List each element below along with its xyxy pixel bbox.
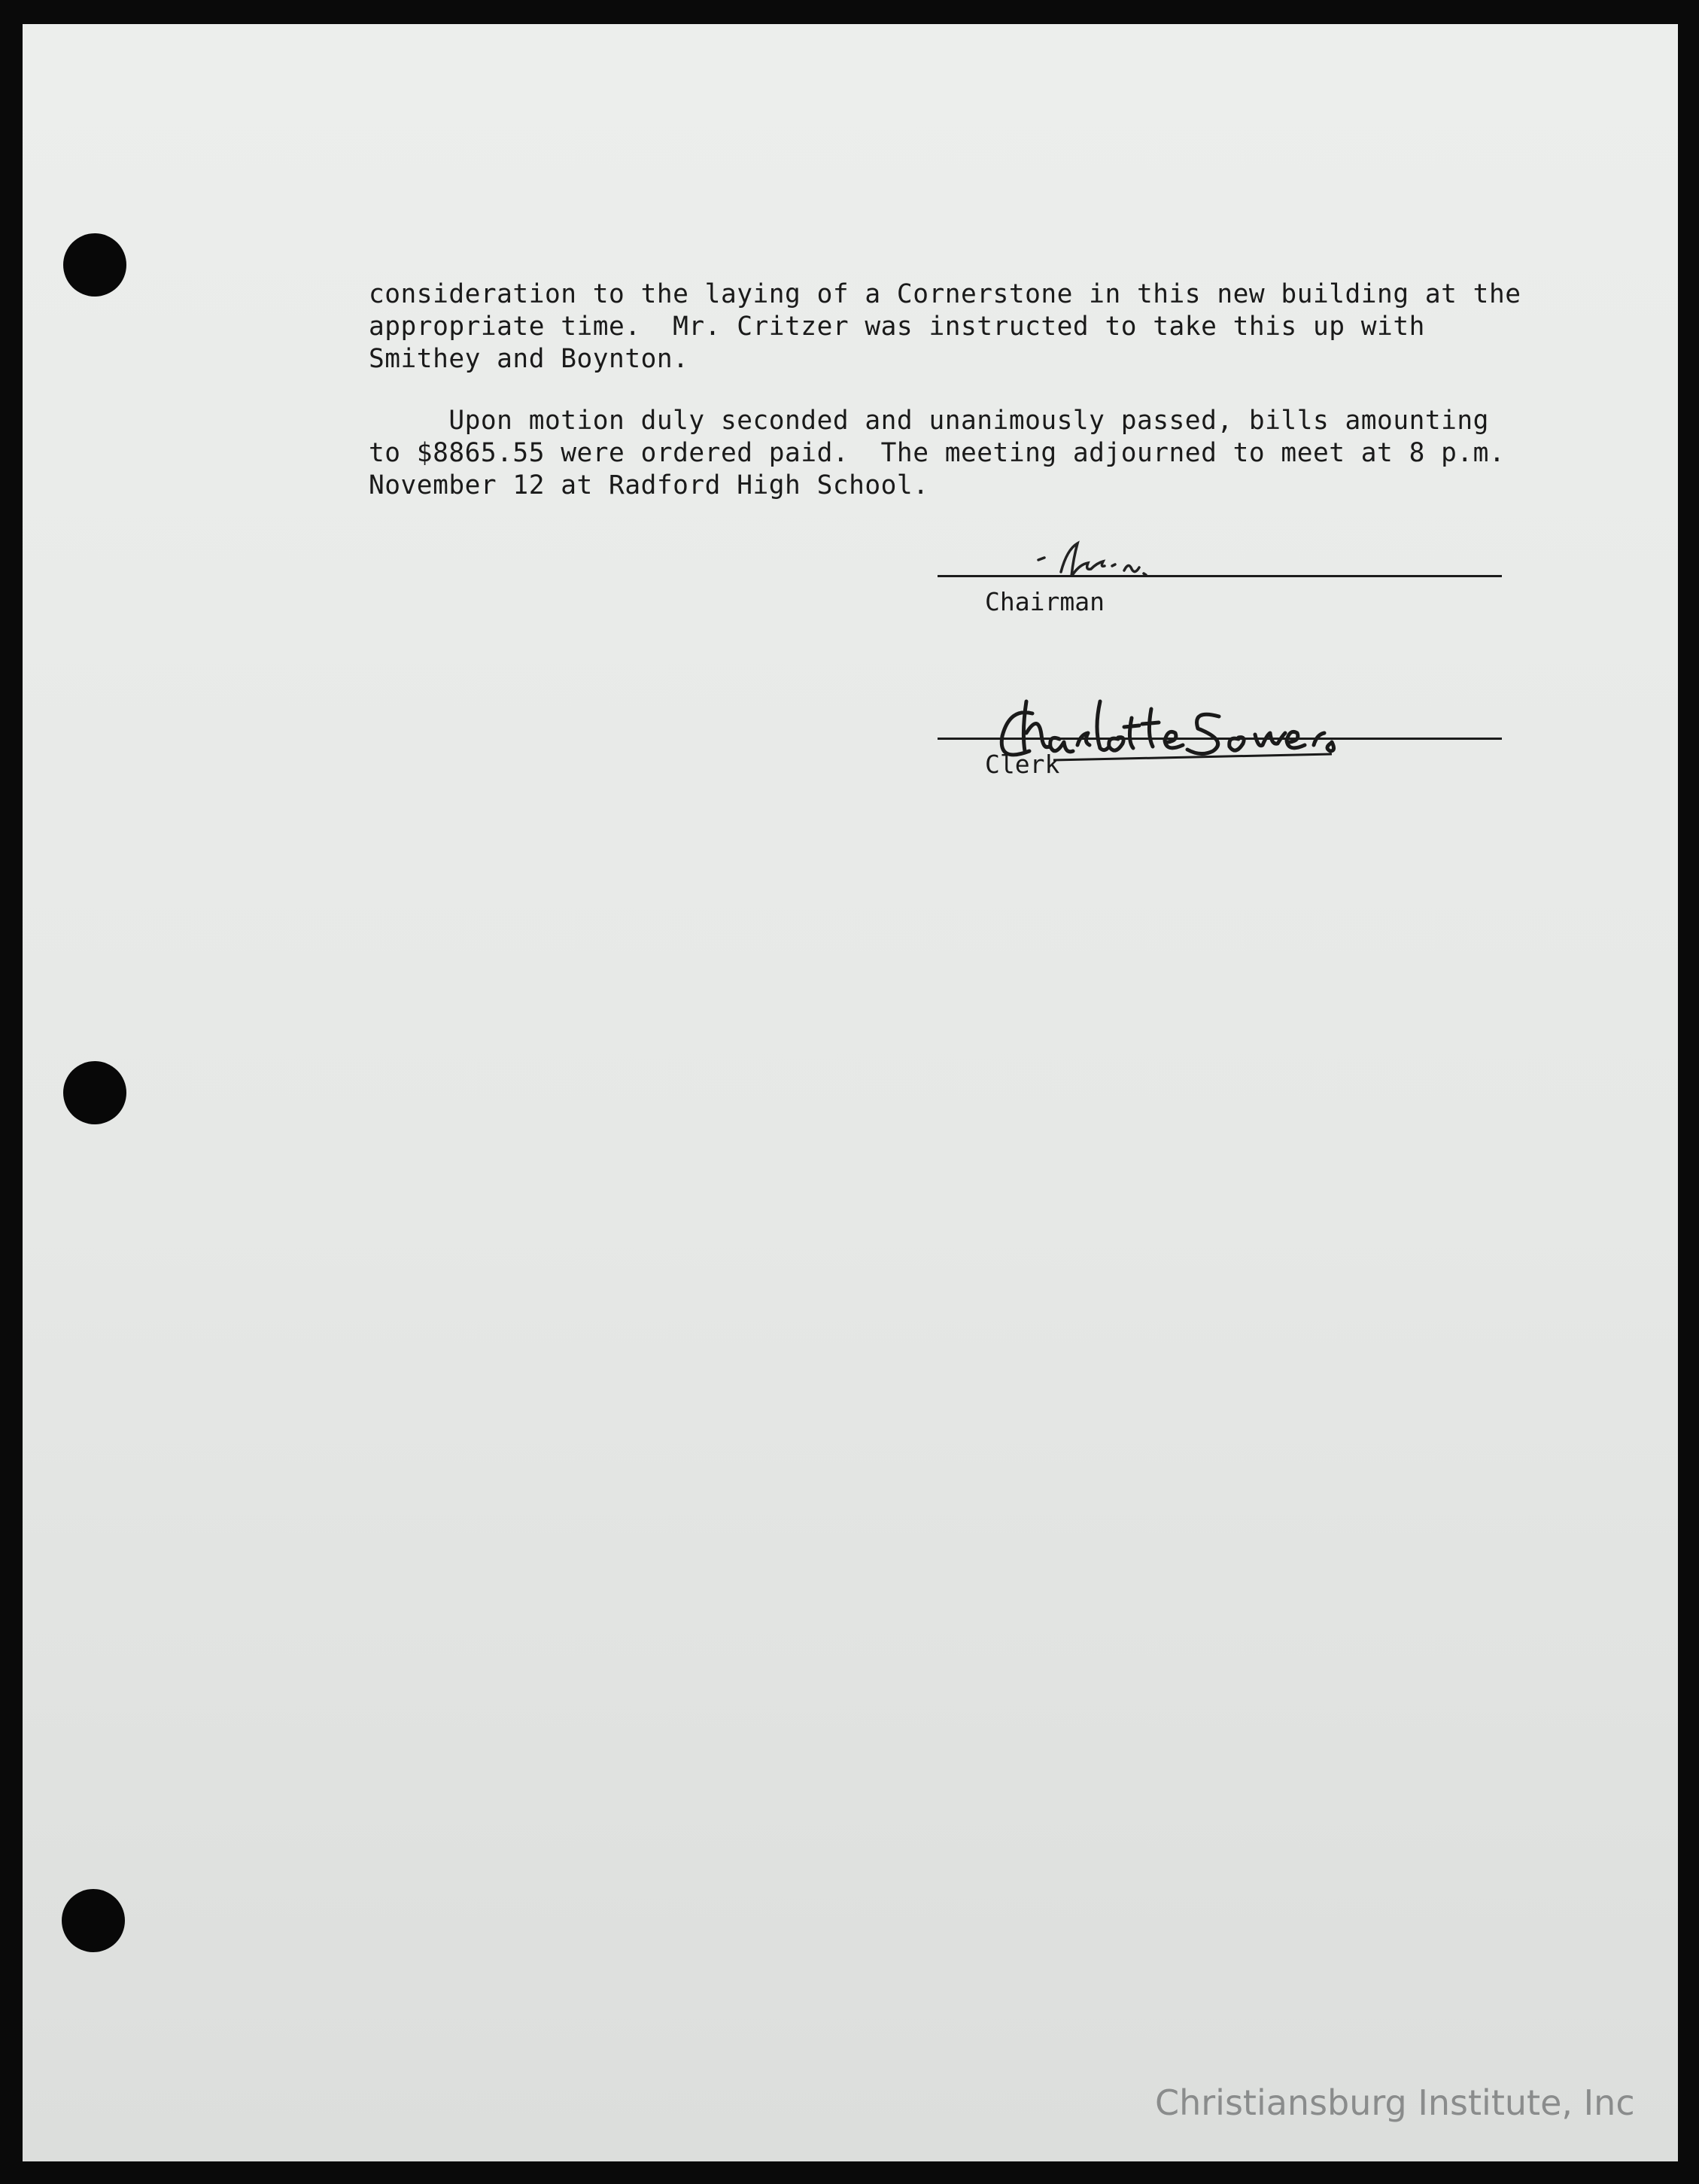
text-line: consideration to the laying of a Cornerstone in this new building at the — [369, 279, 1521, 309]
chairman-signature-line — [938, 575, 1502, 577]
archive-watermark: Christiansburg Institute, Inc — [1155, 2082, 1635, 2123]
text-line: to $8865.55 were ordered paid. The meeting adjourned to meet at 8 p.m. — [369, 438, 1506, 468]
text-line: Upon motion duly seconded and unanimously passed, bills amounting — [369, 406, 1489, 436]
typed-minutes-text — [369, 278, 1588, 502]
punch-hole-middle — [63, 1061, 126, 1124]
text-line: November 12 at Radford High School. — [369, 470, 929, 500]
text-line: Smithey and Boynton. — [369, 344, 689, 374]
clerk-label: Clerk — [985, 750, 1060, 779]
text-line: appropriate time. Mr. Critzer was instructed to take this up with — [369, 312, 1425, 342]
chairman-label: Chairman — [985, 587, 1105, 616]
clerk-signature-line — [938, 738, 1502, 740]
punch-hole-top — [63, 233, 126, 297]
punch-hole-bottom — [62, 1889, 125, 1952]
clerk-signature — [971, 686, 1588, 777]
paper-sheet — [23, 24, 1678, 2161]
